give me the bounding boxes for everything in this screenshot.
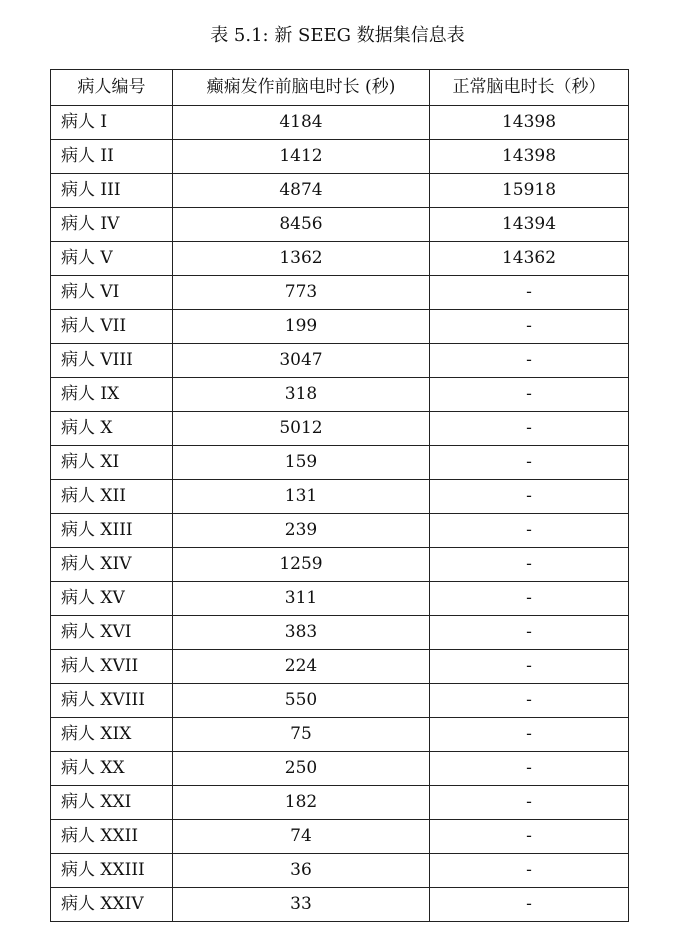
normal-duration-cell: - <box>430 344 629 378</box>
table-row <box>51 276 629 310</box>
header-preictal-duration: 癫痫发作前脑电时长 (秒) <box>173 70 430 106</box>
normal-duration-cell: 14394 <box>430 208 629 242</box>
preictal-duration-cell: 182 <box>173 786 430 820</box>
patient-id-cell: 病人 VI <box>51 276 173 310</box>
header-patient-id: 病人编号 <box>51 70 173 106</box>
table-row <box>51 412 629 446</box>
patient-id-cell: 病人 VIII <box>51 344 173 378</box>
normal-duration-cell: - <box>430 752 629 786</box>
preictal-duration-cell: 1412 <box>173 140 430 174</box>
patient-id-cell: 病人 XVIII <box>51 684 173 718</box>
table-row <box>51 786 629 820</box>
patient-id-cell: 病人 II <box>51 140 173 174</box>
patient-id-cell: 病人 IV <box>51 208 173 242</box>
table-row <box>51 446 629 480</box>
preictal-duration-cell: 75 <box>173 718 430 752</box>
normal-duration-cell: - <box>430 718 629 752</box>
preictal-duration-cell: 4874 <box>173 174 430 208</box>
normal-duration-cell: - <box>430 310 629 344</box>
preictal-duration-cell: 74 <box>173 820 430 854</box>
patient-id-cell: 病人 VII <box>51 310 173 344</box>
preictal-duration-cell: 159 <box>173 446 430 480</box>
normal-duration-cell: - <box>430 276 629 310</box>
normal-duration-cell: - <box>430 616 629 650</box>
patient-id-cell: 病人 V <box>51 242 173 276</box>
patient-id-cell: 病人 XXI <box>51 786 173 820</box>
patient-id-cell: 病人 XV <box>51 582 173 616</box>
patient-id-cell: 病人 IX <box>51 378 173 412</box>
table-row <box>51 514 629 548</box>
normal-duration-cell: - <box>430 548 629 582</box>
table-row <box>51 650 629 684</box>
normal-duration-cell: - <box>430 378 629 412</box>
normal-duration-cell: - <box>430 480 629 514</box>
table-caption: 表 5.1: 新 SEEG 数据集信息表 <box>210 25 465 46</box>
table-row <box>51 174 629 208</box>
preictal-duration-cell: 5012 <box>173 412 430 446</box>
patient-id-cell: 病人 XVII <box>51 650 173 684</box>
patient-id-cell: 病人 XVI <box>51 616 173 650</box>
table-row <box>51 344 629 378</box>
preictal-duration-cell: 131 <box>173 480 430 514</box>
header-normal-duration: 正常脑电时长（秒） <box>430 70 629 106</box>
table-row <box>51 854 629 888</box>
normal-duration-cell: - <box>430 446 629 480</box>
normal-duration-cell: - <box>430 514 629 548</box>
preictal-duration-cell: 8456 <box>173 208 430 242</box>
normal-duration-cell: - <box>430 684 629 718</box>
table-row <box>51 140 629 174</box>
table-row <box>51 242 629 276</box>
normal-duration-cell: 14362 <box>430 242 629 276</box>
preictal-duration-cell: 318 <box>173 378 430 412</box>
preictal-duration-cell: 550 <box>173 684 430 718</box>
patient-id-cell: 病人 XXIV <box>51 888 173 922</box>
patient-id-cell: 病人 XXIII <box>51 854 173 888</box>
patient-id-cell: 病人 XXII <box>51 820 173 854</box>
patient-id-cell: 病人 XI <box>51 446 173 480</box>
normal-duration-cell: 14398 <box>430 106 629 140</box>
table-row <box>51 480 629 514</box>
table-row <box>51 752 629 786</box>
patient-id-cell: 病人 XIV <box>51 548 173 582</box>
table-row <box>51 208 629 242</box>
normal-duration-cell: - <box>430 650 629 684</box>
preictal-duration-cell: 250 <box>173 752 430 786</box>
patient-id-cell: 病人 I <box>51 106 173 140</box>
patient-id-cell: 病人 XIII <box>51 514 173 548</box>
patient-id-cell: 病人 XIX <box>51 718 173 752</box>
preictal-duration-cell: 33 <box>173 888 430 922</box>
table-row <box>51 888 629 922</box>
preictal-duration-cell: 1362 <box>173 242 430 276</box>
preictal-duration-cell: 239 <box>173 514 430 548</box>
table-header-row <box>51 70 629 106</box>
normal-duration-cell: 15918 <box>430 174 629 208</box>
patient-id-cell: 病人 XX <box>51 752 173 786</box>
preictal-duration-cell: 3047 <box>173 344 430 378</box>
table-row <box>51 718 629 752</box>
preictal-duration-cell: 383 <box>173 616 430 650</box>
normal-duration-cell: - <box>430 854 629 888</box>
normal-duration-cell: 14398 <box>430 140 629 174</box>
patient-id-cell: 病人 XII <box>51 480 173 514</box>
table-row <box>51 106 629 140</box>
patient-id-cell: 病人 III <box>51 174 173 208</box>
preictal-duration-cell: 4184 <box>173 106 430 140</box>
table-row <box>51 684 629 718</box>
normal-duration-cell: - <box>430 582 629 616</box>
normal-duration-cell: - <box>430 786 629 820</box>
table-row <box>51 378 629 412</box>
normal-duration-cell: - <box>430 820 629 854</box>
preictal-duration-cell: 199 <box>173 310 430 344</box>
table-row <box>51 820 629 854</box>
table-row <box>51 616 629 650</box>
preictal-duration-cell: 36 <box>173 854 430 888</box>
normal-duration-cell: - <box>430 888 629 922</box>
preictal-duration-cell: 773 <box>173 276 430 310</box>
table-row <box>51 548 629 582</box>
table-row <box>51 582 629 616</box>
table-row <box>51 310 629 344</box>
preictal-duration-cell: 224 <box>173 650 430 684</box>
seeg-dataset-table <box>50 69 629 922</box>
normal-duration-cell: - <box>430 412 629 446</box>
preictal-duration-cell: 311 <box>173 582 430 616</box>
patient-id-cell: 病人 X <box>51 412 173 446</box>
preictal-duration-cell: 1259 <box>173 548 430 582</box>
